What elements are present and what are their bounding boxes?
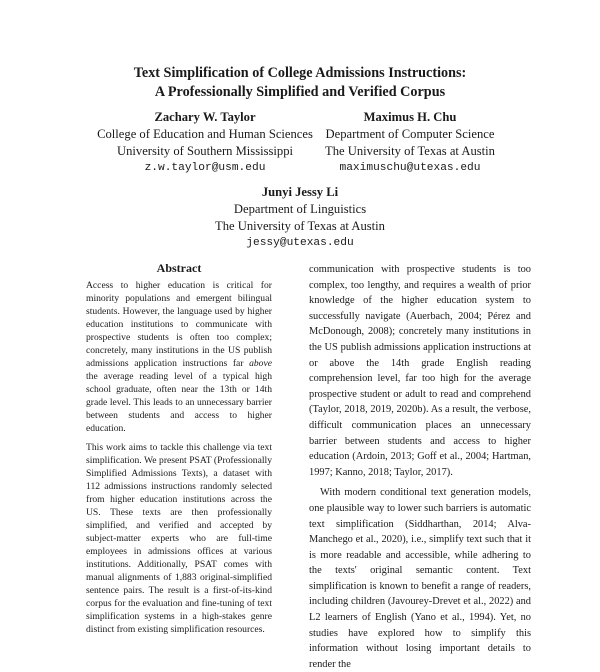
author-block (310, 109, 510, 177)
abstract-paragraph-1: Access to higher education is critical for minority populations and emergent bilingual students. However, the language used by higher education institutions to communicate with prospective students is often too complex; concretely, many institutions in the US publish admissions application instructions far above the average reading level of a typical high school graduate, often near the 13th or 14th grade level. This leads to an unnecessary barrier between students and access to higher education. (86, 280, 272, 434)
body-paragraph-2: With modern conditional text generation models, one plausible way to lower such barriers is automatic text simplification (Siddharthan, 2014; Alva-Manchego et al., 2020), i.e., simplify text such that it is more readable and accessible, while adhering to the texts' original semantic content. Text simplification is known to benefit a range of readers, including children (Javourey-Drevet et al., 2022) and L2 learners of English (Yano et al., 1994). Yet, no studies have explored how to simplify this information without losing important details to render the (309, 487, 531, 670)
author-affiliation: Department of Computer Science (325, 127, 495, 141)
author-affiliation: Department of Linguistics (233, 202, 367, 216)
author-institution: University of Southern Mississippi (117, 144, 293, 158)
author-email[interactable]: z.w.taylor@usm.edu (144, 162, 266, 174)
abstract-heading: Abstract (156, 261, 202, 275)
body-paragraph-1: communication with prospective students is too complex, too lengthy, and requires a wealth of prior knowledge of the higher education system to successfully navigate (Auerbach, 2004; Pérez and McDonough, 2008); concretely many institutions in the US publish admissions application instructions at or above the 14th grade English reading comprehension level, far too high for the average prospective student or adult to read and comprehend (Taylor, 2018, 2019, 2020b). As a result, the verbose, difficult communication places an unnecessary barrier between students and access to higher education (Ardoin, 2013; Goff et al., 2004; Hartman, 1997; Kanno, 2018; Taylor, 2017). (309, 264, 531, 478)
author-institution: The University of Texas at Austin (215, 219, 385, 233)
author-affiliation: College of Education and Human Sciences (97, 127, 313, 141)
author-email[interactable]: maximuschu@utexas.edu (339, 162, 481, 174)
author-block (180, 184, 420, 252)
title-line-2: A Professionally Simplified and Verified Corpus (154, 84, 446, 100)
author-institution: The University of Texas at Austin (325, 144, 495, 158)
author-block (85, 109, 325, 177)
author-name: Maximus H. Chu (363, 110, 457, 124)
abstract-body (86, 279, 272, 642)
author-name: Junyi Jessy Li (261, 185, 339, 199)
author-name: Zachary W. Taylor (154, 110, 256, 124)
title-line-1: Text Simplification of College Admissions Instructions: (133, 65, 467, 81)
paper-title (0, 64, 600, 102)
introduction-column (309, 262, 531, 672)
abstract-paragraph-2: This work aims to tackle this challenge via text simplification. We present PSAT (Professionally Simplified Admissions Texts), a dataset with 112 admissions instructions randomly selected from higher education institutions across the US. These texts are then professionally simplified, and verified and accepted by subject-matter experts who are full-time employees in admissions offices at various institutions. Additionally, PSAT comes with manual alignments of 1,883 original-simplified sentence pairs. The result is a first-of-its-kind corpus for the evaluation and fine-tuning of text simplification systems in a high-stakes genre distinct from existing simplification resources. (86, 442, 272, 635)
author-email[interactable]: jessy@utexas.edu (246, 237, 354, 249)
